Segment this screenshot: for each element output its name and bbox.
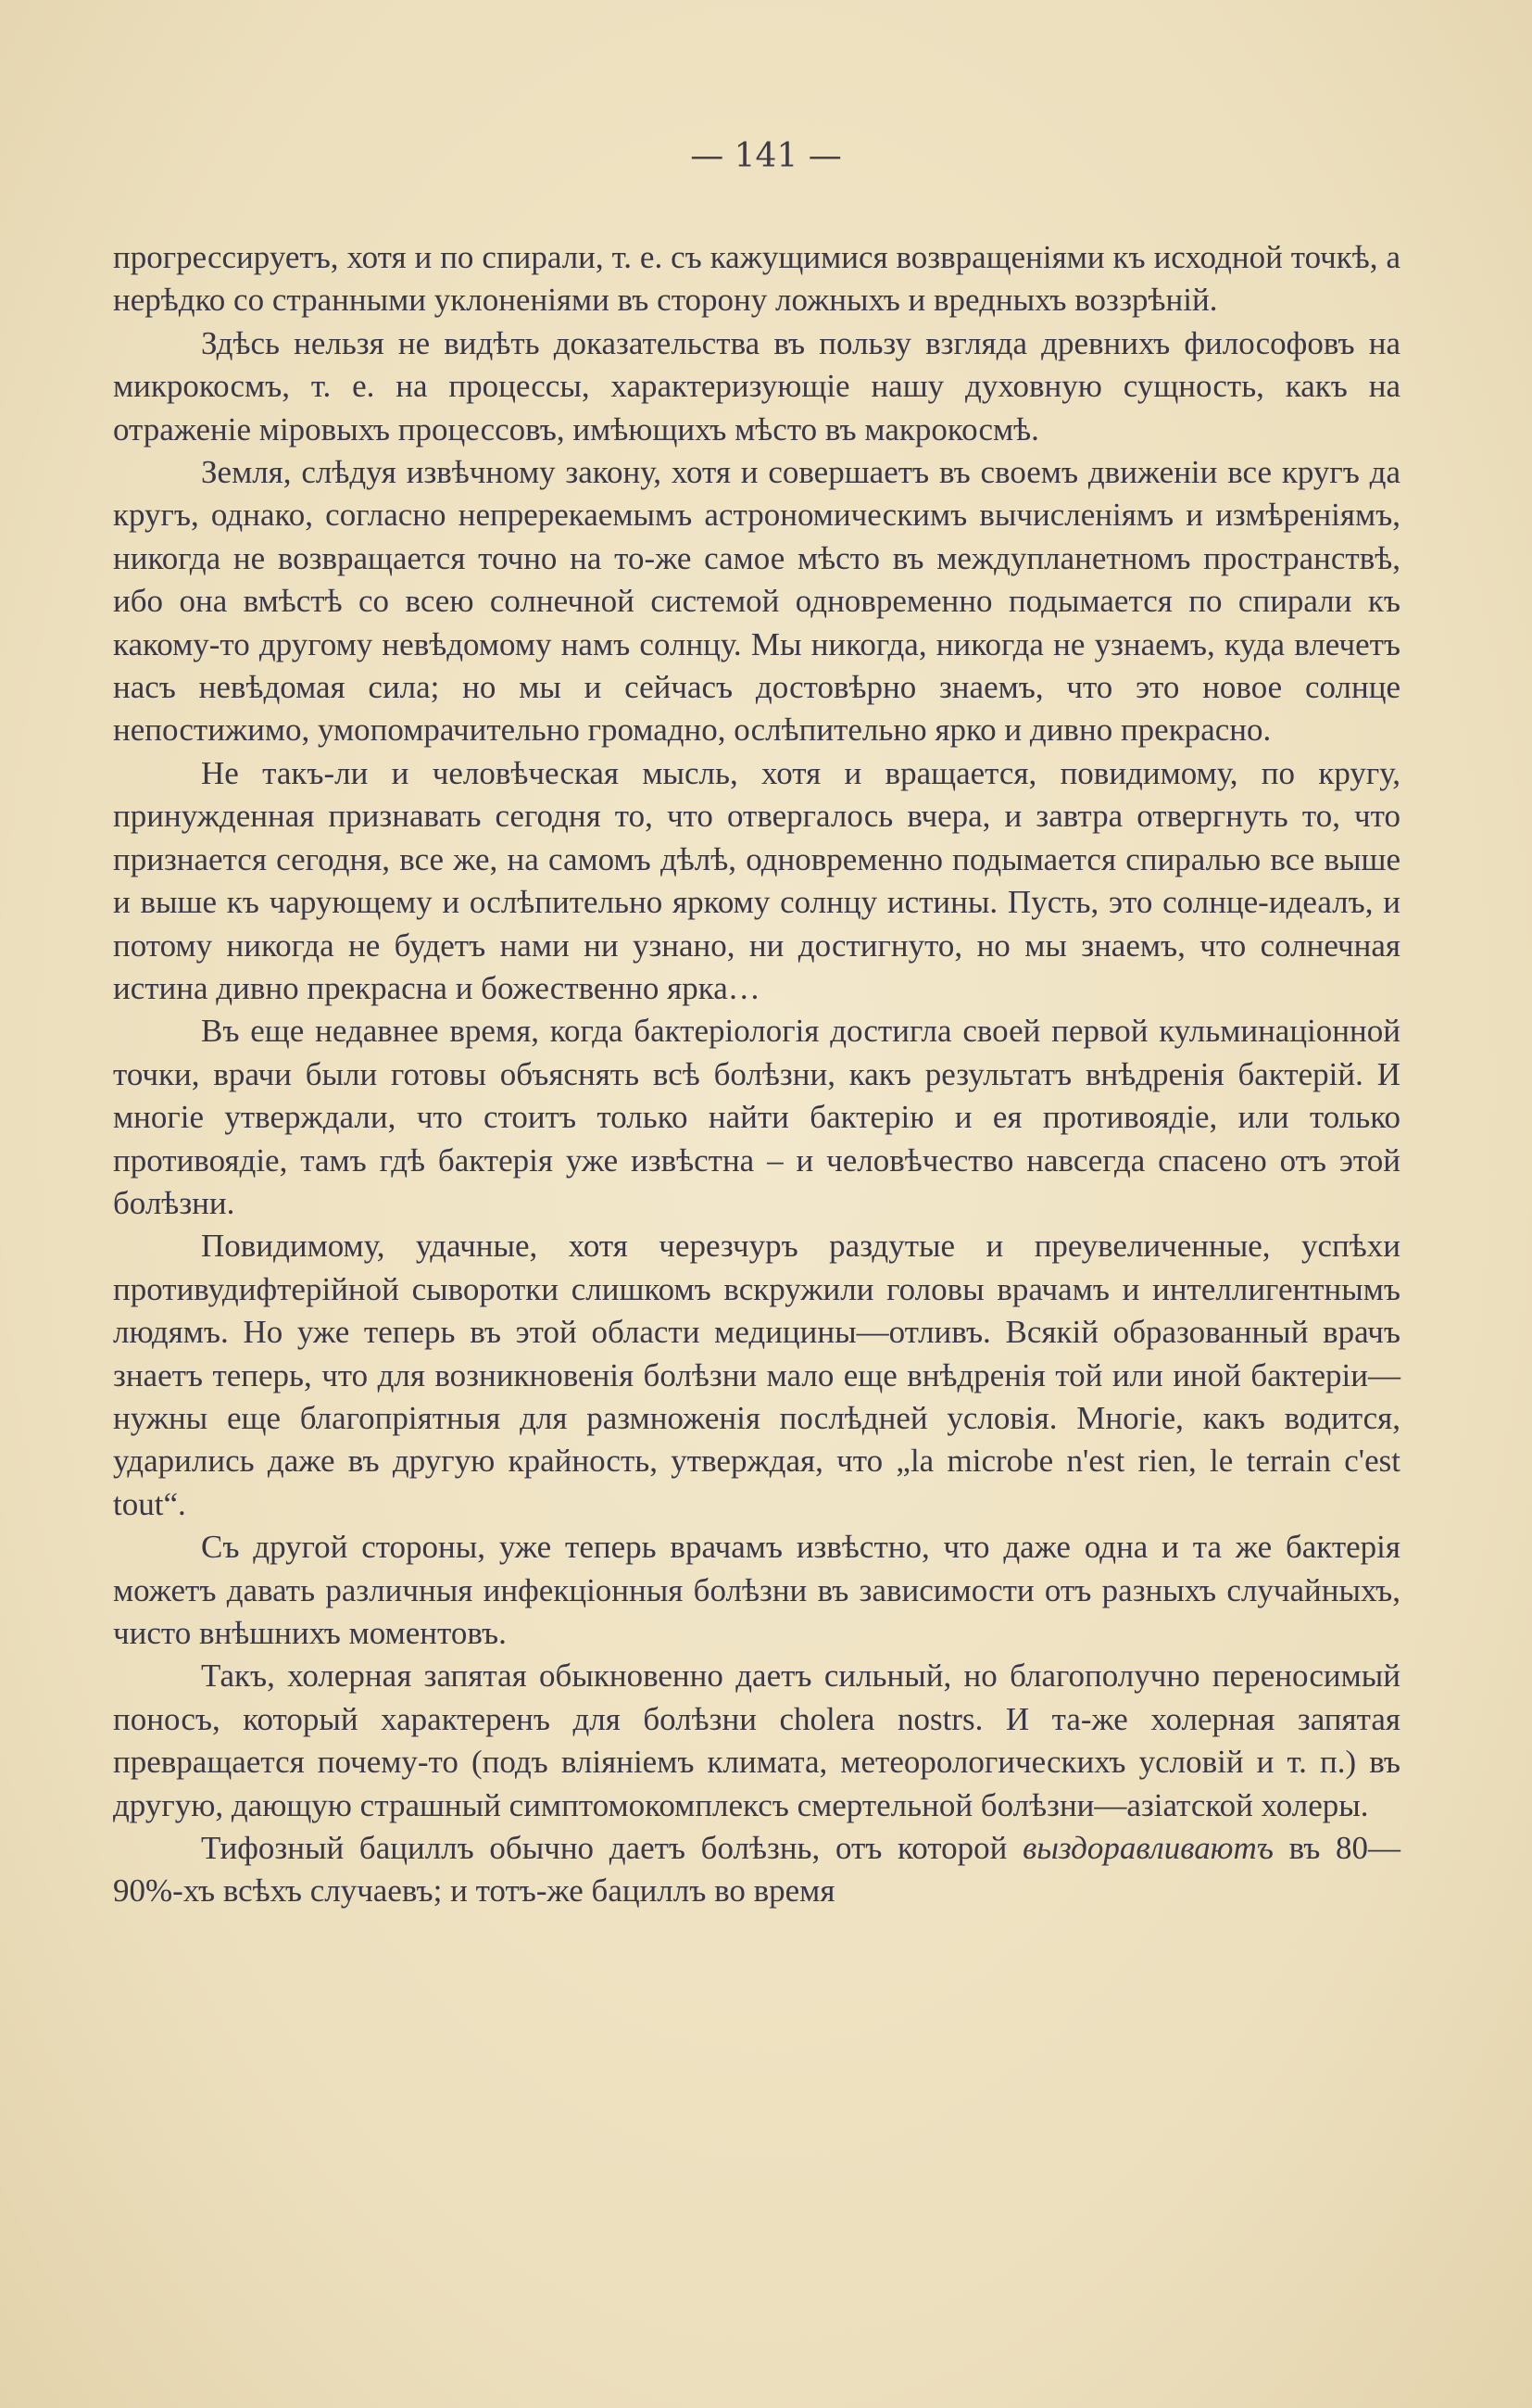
paragraph-9-italic: выздоравливаютъ — [1023, 1830, 1274, 1867]
paragraph-5: Въ еще недавнее время, когда бактеріологія достигла своей первой кульминаціонной точки, врачи были готовы объяснять всѣ болѣзни, какъ результатъ внѣдренія бактерій. И многіе утверждали, что стоитъ только найти бактерію и ея противоядіе, или только противоядіе, тамъ гдѣ бактерія уже извѣстна – и человѣчество навсегда спасено отъ этой болѣзни. — [113, 1013, 1400, 1221]
paragraph-3: Земля, слѣдуя извѣчному закону, хотя и совершаетъ въ своемъ движеніи все кругъ да кругъ, однако, согласно непререкаемымъ астрономическимъ вычисленіямъ и измѣреніямъ, никогда не возвращается точно на то-же самое мѣсто въ междупланетномъ пространствѣ, ибо она вмѣстѣ со всею солнечной системой одновременно подымается по спирали къ какому-то другому невѣдомому намъ солнцу. Мы никогда, никогда не узнаемъ, куда влечетъ насъ невѣдомая сила; но мы и сейчасъ достовѣрно знаемъ, что это новое солнце непостижимо, умопомрачительно громадно, ослѣпительно ярко и дивно прекрасно. — [113, 454, 1400, 749]
paragraph-4: Не такъ-ли и человѣческая мысль, хотя и вращается, повидимому, по кругу, принужденная признавать сегодня то, что отвергалось вчера, и завтра отвергнуть то, что признается сегодня, все же, на самомъ дѣлѣ, одновременно подымается спиралью все выше и выше къ чарующему и ослѣпительно яркому солнцу истины. Пусть, это солнце-идеалъ, и потому никогда не будетъ нами ни узнано, ни достигнуто, но мы знаемъ, что солнечная истина дивно прекрасна и божественно ярка… — [113, 754, 1400, 1006]
paragraph-9-end: въ 80—90%-хъ всѣхъ случаевъ; и тотъ-же бациллъ во время — [113, 1830, 1400, 1910]
page-number: — 141 — — [690, 137, 842, 175]
paragraph-7: Съ другой стороны, уже теперь врачамъ извѣстно, что даже одна и та же бактерія можетъ давать различныя инфекціонныя болѣзни въ зависимости отъ разныхъ случайныхъ, чисто внѣшнихъ моментовъ. — [113, 1529, 1400, 1651]
paragraph-2: Здѣсь нельзя не видѣть доказательства въ пользу взгляда древнихъ философовъ на микрокосмъ, т. е. на процессы, характеризующіе нашу духовную сущность, какъ на отраженіе міровыхъ процессовъ, имѣющихъ мѣсто въ макрокосмѣ. — [113, 324, 1400, 448]
paragraph-9 — [113, 1827, 1400, 1913]
paragraph-1: прогрессируетъ, хотя и по спирали, т. е. съ кажущимися возвращеніями къ исходной точкѣ, а нерѣдко со странными уклоненіями въ сторону ложныхъ и вредныхъ воззрѣній. — [113, 239, 1400, 319]
paragraph-6: Повидимому, удачные, хотя черезчуръ раздутые и преувеличенные, успѣхи противудифтерійной сыворотки слишкомъ вскружили головы врачамъ и интеллигентнымъ людямъ. Но уже теперь въ этой области медицины—отливъ. Всякій образованный врачъ знаетъ теперь, что для возникновенія болѣзни мало еще внѣдренія той или иной бактеріи—нужны еще благопріятныя для размноженія послѣдней условія. Многіе, какъ водится, ударились даже въ другую крайность, утверждая, что „la microbe n'est rien, le terrain c'est tout“. — [113, 1228, 1400, 1522]
paragraph-9-start: Тифозный бациллъ обычно даетъ болѣзнь, отъ которой — [201, 1830, 1023, 1867]
body-text — [113, 236, 1400, 1913]
paragraph-8: Такъ, холерная запятая обыкновенно даетъ сильный, но благополучно переносимый поносъ, который характеренъ для болѣзни cholera nostrs. И та-же холерная запятая превращается почему-то (подъ вліяніемъ климата, метеорологическихъ условій и т. п.) въ другую, дающую страшный симптомокомплексъ смертельной болѣзни—азіатской холеры. — [113, 1658, 1400, 1823]
